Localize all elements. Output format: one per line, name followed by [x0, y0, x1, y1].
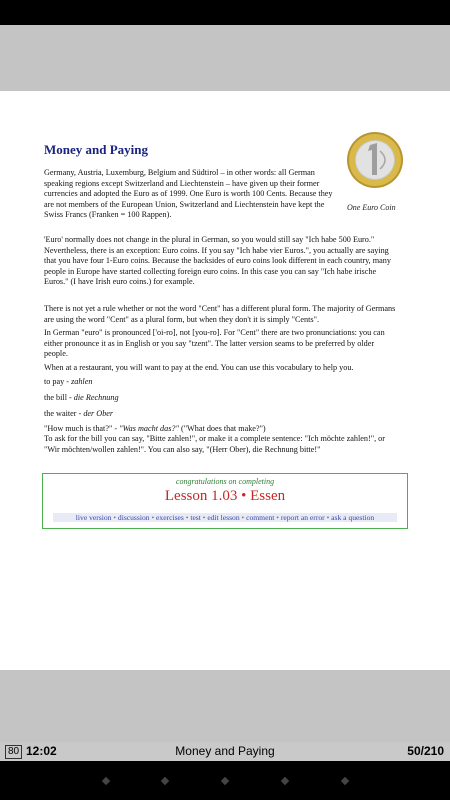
coin-caption: One Euro Coin — [347, 203, 396, 212]
navigation-bar — [0, 761, 450, 800]
link-test[interactable]: test — [190, 513, 201, 522]
link-separator: • — [200, 513, 208, 522]
overflow-icon[interactable] — [341, 777, 349, 785]
reader-margin-bottom — [0, 670, 450, 742]
paragraph-cent-plural: There is not yet a rule whether or not the word "Cent" has a different plural form. The majority of Germans are using the word "Cent" as a plural form, but when they don't it is simply "Cents". — [44, 304, 396, 324]
recents-icon[interactable] — [221, 777, 229, 785]
link-ask-question[interactable]: ask a question — [331, 513, 375, 522]
reader-margin-top — [0, 25, 450, 91]
lesson-links — [53, 513, 397, 522]
link-separator: • — [324, 513, 332, 522]
back-icon[interactable] — [102, 777, 110, 785]
link-discussion[interactable]: discussion — [117, 513, 150, 522]
link-report-error[interactable]: report an error — [280, 513, 325, 522]
paragraph-euro-plural: 'Euro' normally does not change in the plural in German, so you would still say "Ich habe 500 Euro." Nevertheless, there is an exception: Euro coins. If you say "Ich habe vier Euros.", you actually are saying that you have four 1-Euro coins. Because the backsides of euro coins look different in each country, many people in Europe have started collecting foreign euro coins. In this case you can say "Ich habe irische Euros." (I have Irish euro coins.) for example. — [44, 235, 391, 287]
euro-coin-image — [346, 131, 404, 189]
paragraph-ask-bill: To ask for the bill you can say, "Bitte zahlen!", or make it a complete sentence: "Ich möchte zahlen!", or "Wir möchten/wollen zahlen!". You can also say, "(Herr Ober), die Rechnung bitte!" — [44, 434, 386, 454]
vocab-item: the bill - die Rechnung — [44, 393, 119, 402]
paragraph-restaurant: When at a restaurant, you will want to pay at the end. You can use this vocabulary to help you. — [44, 363, 354, 372]
page-counter: 50/210 — [407, 744, 444, 758]
link-separator: • — [183, 513, 191, 522]
link-separator: • — [239, 513, 247, 522]
vocab-item: the waiter - der Ober — [44, 409, 114, 418]
link-comment[interactable]: comment — [246, 513, 275, 522]
paragraph-pronunciation: In German "euro" is pronounced ['oi-ro], not [you-ro]. For "Cent" there are two pronunciations: you can either pronounce it as in English or you say "tzent". The latter version seams to be preferred by older people. — [44, 328, 385, 359]
book-page[interactable] — [0, 91, 450, 670]
congrats-text: congratulations on completing — [175, 477, 275, 486]
page-indicator-icon: 80 — [5, 745, 22, 759]
menu-icon[interactable] — [281, 777, 289, 785]
link-edit-lesson[interactable]: edit lesson — [207, 513, 240, 522]
link-separator: • — [274, 513, 281, 522]
link-live-version[interactable]: live version — [75, 513, 112, 522]
system-status-bar — [0, 0, 450, 25]
home-icon[interactable] — [161, 777, 169, 785]
link-separator: • — [149, 513, 157, 522]
link-separator: • — [111, 513, 118, 522]
link-exercises[interactable]: exercises — [156, 513, 184, 522]
vocab-item: to pay - zahlen — [44, 377, 93, 386]
paragraph-euro-adoption: Germany, Austria, Luxemburg, Belgium and Südtirol – in other words: all German speaking regions except Switzerland and Liechtenstein – have given up their former currencies and adopted the Euro as of 1999. One Euro is worth 100 Cents. Because they are not members of the European Union, Switzerland and Liechtenstein have kept the Swiss Francs (Franken = 100 Rappen). — [44, 168, 333, 220]
page-title: Money and Paying — [44, 142, 149, 157]
vocab-question: "How much is that?" - "Was macht das?" ("What does that make?") — [44, 424, 266, 433]
reader-status-bar — [0, 742, 450, 761]
lesson-completion-box — [42, 473, 408, 529]
clock: 12:02 — [26, 744, 57, 758]
lesson-title: Lesson 1.03 • Essen — [164, 488, 286, 504]
chapter-title: Money and Paying — [175, 744, 275, 758]
